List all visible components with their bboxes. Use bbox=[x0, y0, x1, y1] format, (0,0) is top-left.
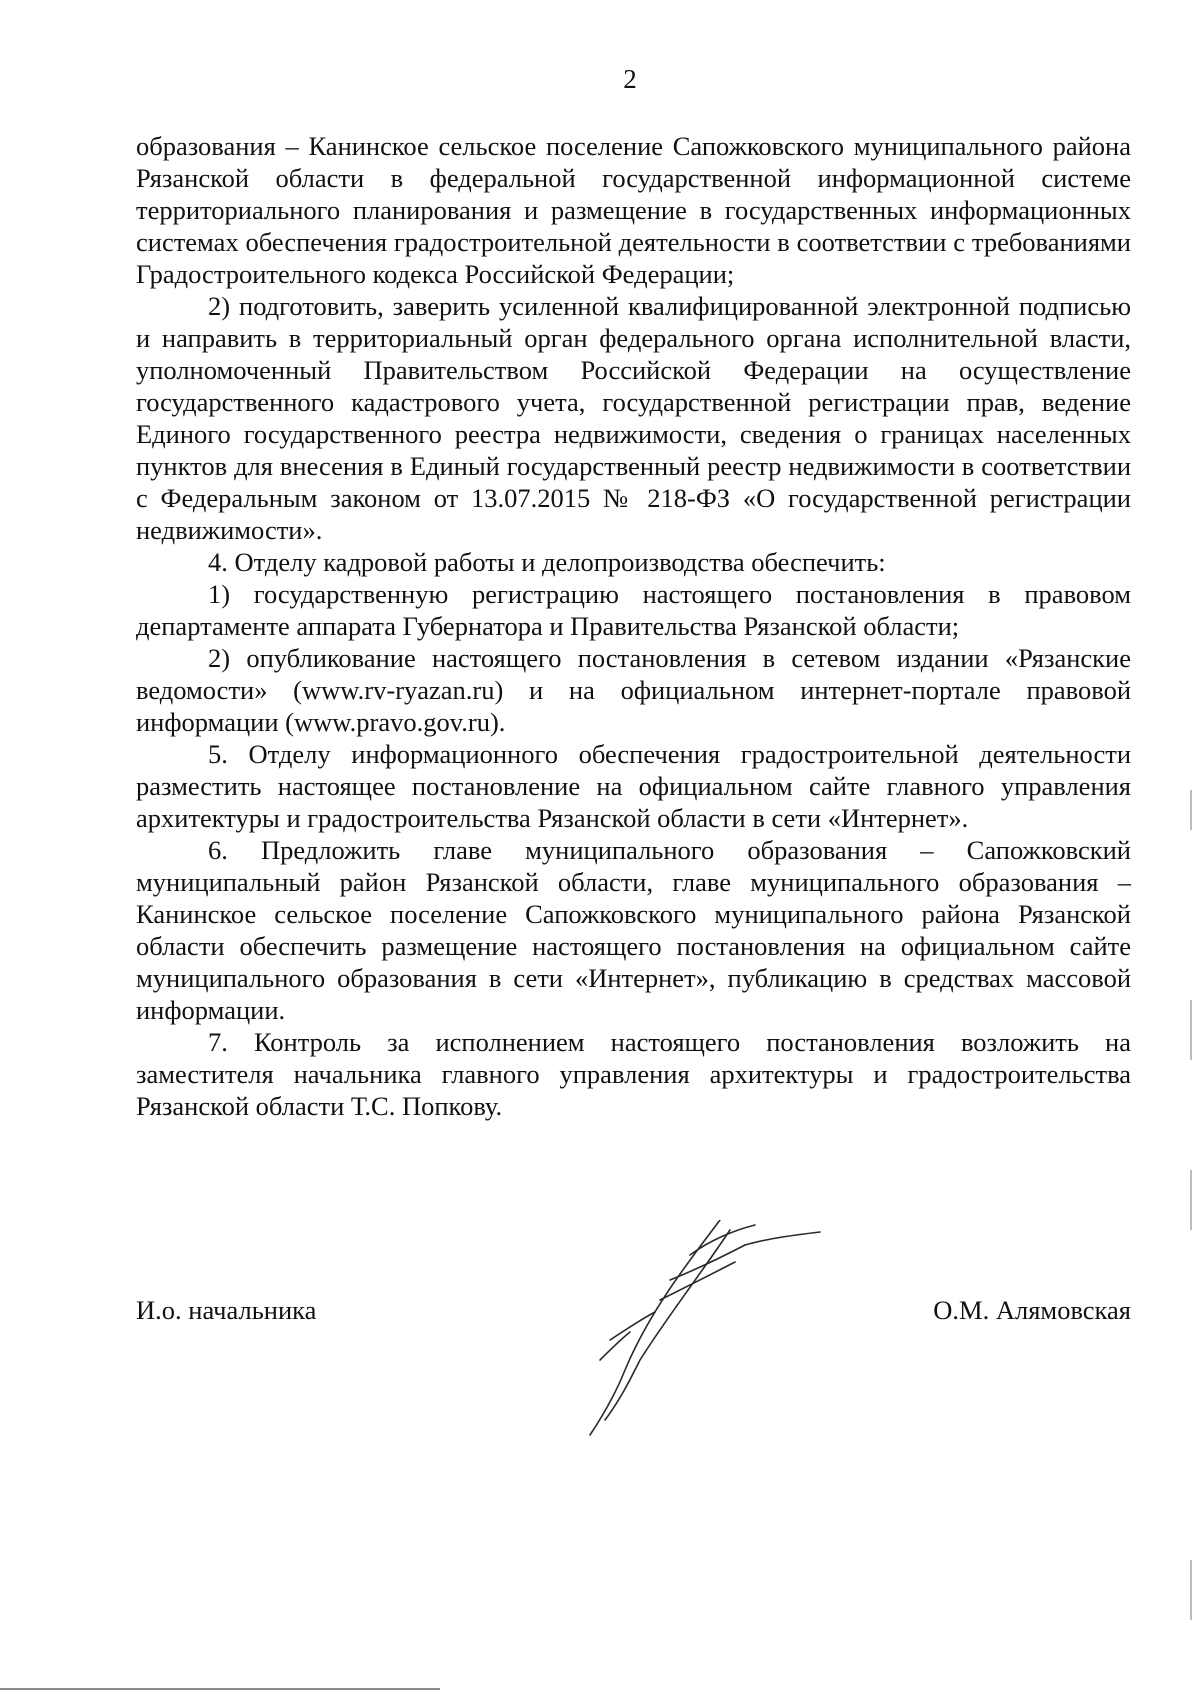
signatory-name: О.М. Алямовская bbox=[933, 1295, 1131, 1325]
scan-edge-mark bbox=[1190, 1170, 1192, 1230]
paragraph-2: 2) подготовить, заверить усиленной квалифицированной электронной подписью и направить в территориальный орган федерального органа исполнительной власти, уполномоченный Правительством Российской Федерации на осуществление государственного кадастрового учета, государственной регистрации прав, ведение Единого государственного реестра недвижимости, сведения о границах населенных пунктов для внесения в Единый государственный реестр недвижимости в соответствии с Федеральным законом от 13.07.2015 № 218-ФЗ «О государственной регистрации недвижимости». bbox=[136, 291, 1131, 545]
scan-bottom-line bbox=[0, 1688, 440, 1690]
handwritten-signature bbox=[570, 1220, 830, 1440]
paragraph-8: 7. Контроль за исполнением настоящего постановления возложить на заместителя начальника главного управления архитектуры и градостроительства Рязанской области Т.С. Попкову. bbox=[136, 1027, 1131, 1121]
paragraph-3: 4. Отделу кадровой работы и делопроизводства обеспечить: bbox=[208, 547, 886, 577]
paragraph-7: 6. Предложить главе муниципального образования – Сапожковский муниципальный район Рязанской области, главе муниципального образования – Канинское сельское поселение Сапожковского муниципального района Рязанской области обеспечить размещение настоящего постановления на официальном сайте муниципального образования в сети «Интернет», публикацию в средствах массовой информации. bbox=[136, 835, 1131, 1025]
scan-edge-mark bbox=[1190, 1000, 1192, 1060]
scan-edge-mark bbox=[1190, 1560, 1192, 1620]
paragraph-1: образования – Канинское сельское поселение Сапожковского муниципального района Рязанской области в федеральной государственной информационной системе территориального планирования и размещение в государственных информационных системах обеспечения градостроительной деятельности в соответствии с требованиями Градостроительного кодекса Российской Федерации; bbox=[136, 131, 1131, 289]
scan-edge-mark bbox=[1190, 790, 1192, 830]
paragraph-4: 1) государственную регистрацию настоящего постановления в правовом департаменте аппарата Губернатора и Правительства Рязанской области; bbox=[136, 579, 1131, 641]
paragraph-6: 5. Отделу информационного обеспечения градостроительной деятельности разместить настоящее постановление на официальном сайте главного управления архитектуры и градостроительства Рязанской области в сети «Интернет». bbox=[136, 739, 1131, 833]
paragraph-5: 2) опубликование настоящего постановления в сетевом издании «Рязанские ведомости» (www.rv-ryazan.ru) и на официальном интернет-портале правовой информации (www.pravo.gov.ru). bbox=[136, 643, 1131, 737]
page-number: 2 bbox=[623, 64, 637, 94]
document-body bbox=[136, 130, 1131, 1122]
signatory-position: И.о. начальника bbox=[136, 1295, 317, 1325]
